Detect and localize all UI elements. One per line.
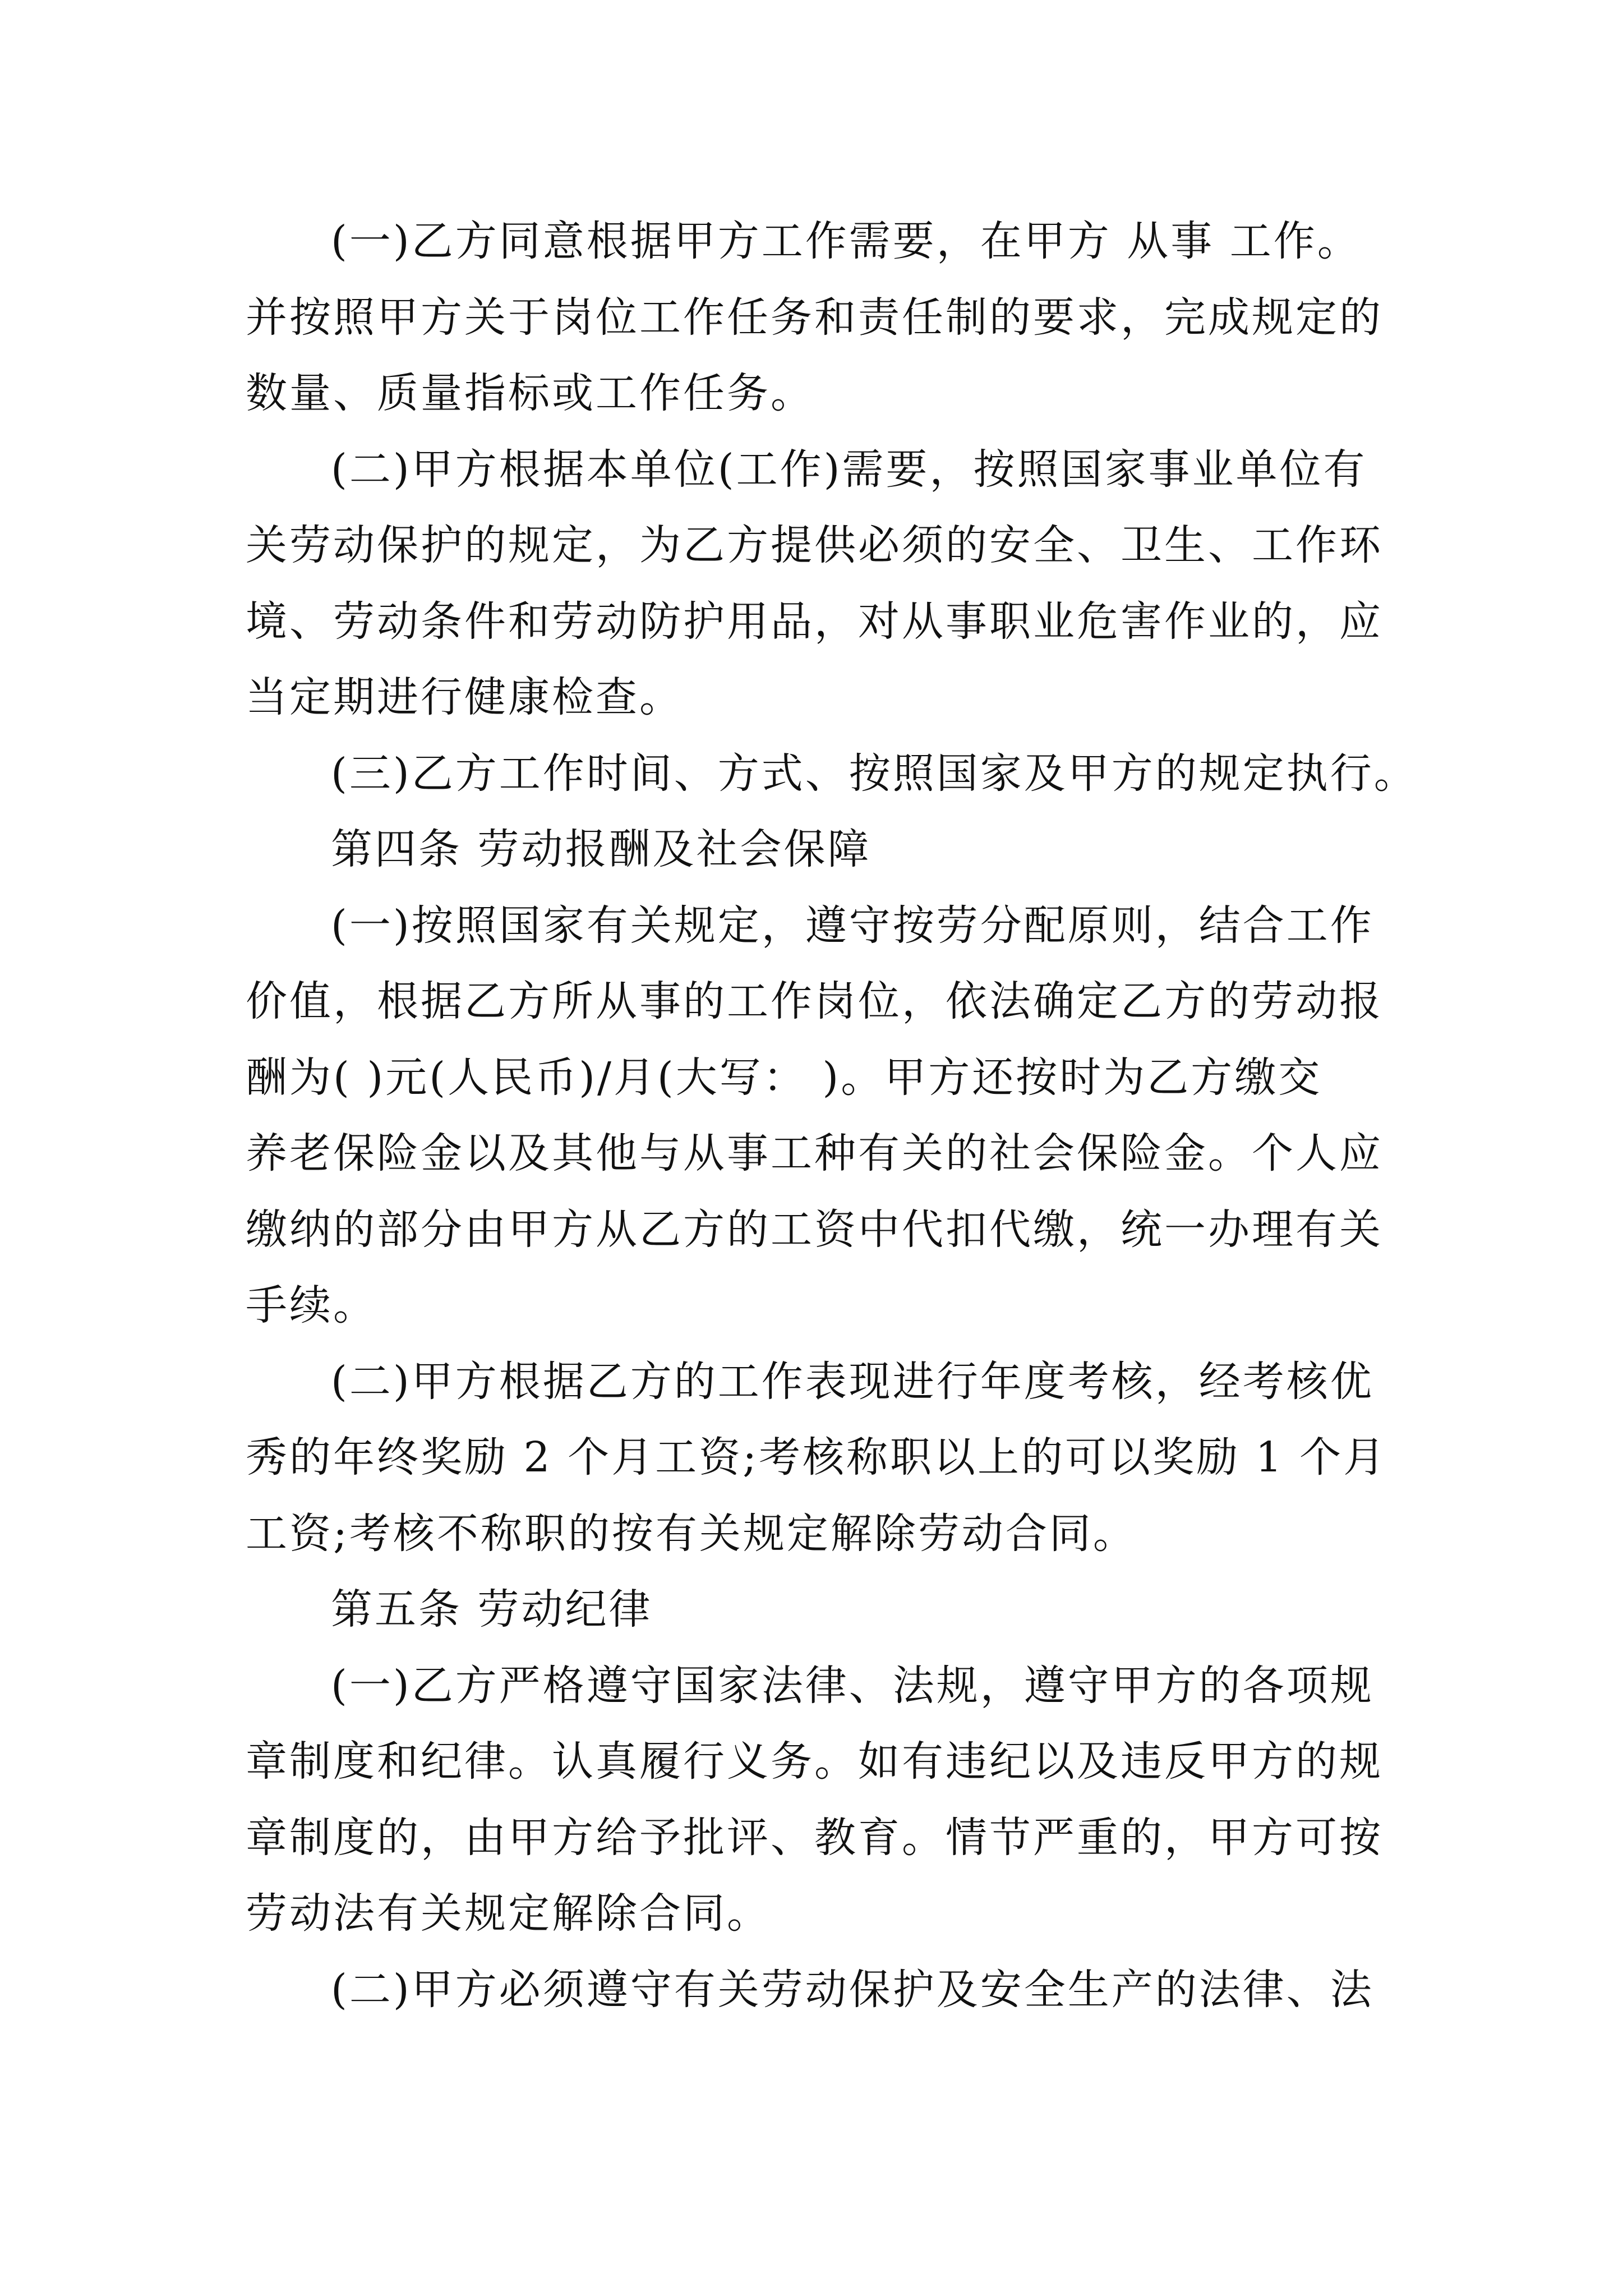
paragraph-line: 劳动法有关规定解除合同。: [246, 1889, 771, 1938]
paragraph-line: (三)乙方工作时间、方式、按照国家及甲方的规定执行。: [331, 749, 1418, 798]
paragraph-line: 当定期进行健康检查。: [246, 673, 683, 721]
section-heading: 第四条 劳动报酬及社会保障: [331, 825, 872, 873]
paragraph-line: 缴纳的部分由甲方从乙方的工资中代扣代缴，统一办理有关: [246, 1205, 1383, 1254]
paragraph-line: 关劳动保护的规定，为乙方提供必须的安全、卫生、工作环: [246, 521, 1383, 569]
paragraph-line: 章制度的，由甲方给予批评、教育。情节严重的，甲方可按: [246, 1813, 1383, 1862]
paragraph-line: 秀的年终奖励 2 个月工资;考核称职以上的可以奖励 1 个月: [246, 1433, 1387, 1481]
paragraph-line: (二)甲方根据乙方的工作表现进行年度考核，经考核优: [331, 1357, 1374, 1406]
paragraph-line: (二)甲方必须遵守有关劳动保护及安全生产的法律、法: [331, 1965, 1374, 2014]
paragraph-line: 并按照甲方关于岗位工作任务和责任制的要求，完成规定的: [246, 293, 1383, 342]
document-body: [246, 204, 1418, 2028]
section-heading: 第五条 劳动纪律: [331, 1585, 653, 1634]
paragraph-line: 手续。: [246, 1281, 377, 1329]
paragraph-line: 章制度和纪律。认真履行义务。如有违纪以及违反甲方的规: [246, 1737, 1383, 1786]
paragraph-line: 酬为( )元(人民币)/月(大写： )。甲方还按时为乙方缴交: [246, 1053, 1322, 1102]
paragraph-line: (二)甲方根据本单位(工作)需要，按照国家事业单位有: [331, 445, 1367, 494]
paragraph-line: 养老保险金以及其他与从事工种有关的社会保险金。个人应: [246, 1129, 1383, 1177]
paragraph-line: 工资;考核不称职的按有关规定解除劳动合同。: [246, 1509, 1137, 1558]
paragraph-line: (一)乙方同意根据甲方工作需要，在甲方 从事 工作。: [331, 217, 1361, 265]
paragraph-line: 价值，根据乙方所从事的工作岗位，依法确定乙方的劳动报: [246, 977, 1383, 1025]
paragraph-line: 境、劳动条件和劳动防护用品，对从事职业危害作业的，应: [246, 597, 1383, 646]
paragraph-line: (一)乙方严格遵守国家法律、法规，遵守甲方的各项规: [331, 1661, 1374, 1710]
paragraph-line: 数量、质量指标或工作任务。: [246, 369, 814, 417]
paragraph-line: (一)按照国家有关规定，遵守按劳分配原则，结合工作: [331, 901, 1374, 950]
